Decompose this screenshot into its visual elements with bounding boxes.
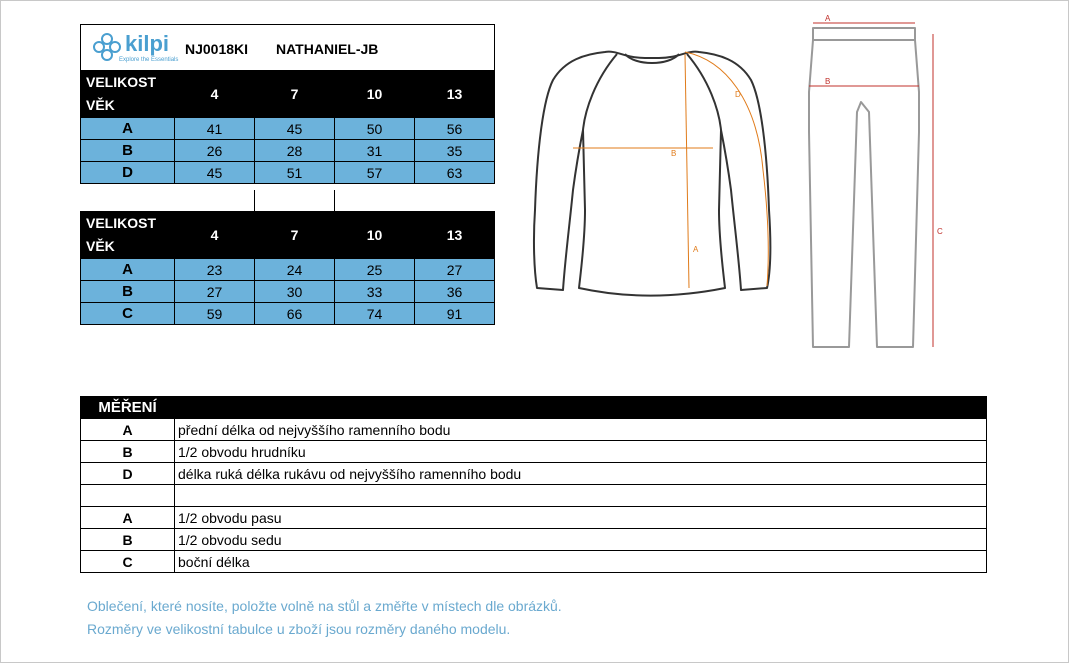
size-header-label: VELIKOST VĚK (81, 71, 175, 118)
table-row: C boční délka (81, 551, 987, 573)
product-header (80, 24, 495, 71)
table-row: B 1/2 obvodu sedu (81, 529, 987, 551)
size-header-row (81, 212, 495, 259)
shirt-diagram (525, 40, 785, 310)
size-header-label: VELIKOST VĚK (81, 212, 175, 259)
pants-diagram (795, 12, 955, 357)
shirt-label-a: A (693, 245, 699, 254)
table-row: B 26 28 31 35 (81, 140, 495, 162)
size-col: 4 (175, 71, 255, 118)
brand-name: kilpi (125, 31, 170, 56)
size-col: 4 (175, 212, 255, 259)
measurement-table (80, 396, 987, 573)
divider (254, 190, 255, 212)
size-col: 7 (255, 71, 335, 118)
table-row: A 1/2 obvodu pasu (81, 507, 987, 529)
measurement-header (81, 397, 987, 419)
table-row: D délka ruká délka rukávu od nejvyššího ramenního bodu (81, 463, 987, 485)
pants-label-b: B (825, 77, 831, 86)
pants-label-a: A (825, 14, 831, 23)
size-header-row (81, 71, 495, 118)
table-row (81, 485, 987, 507)
product-code: NJ0018KI (185, 41, 249, 57)
table-row: A přední délka od nejvyššího ramenního bodu (81, 419, 987, 441)
size-col: 10 (335, 212, 415, 259)
brand-tagline: Explore the Essentials (119, 57, 179, 63)
divider (334, 190, 335, 212)
table-row: A 41 45 50 56 (81, 118, 495, 140)
size-table-bottom (80, 211, 495, 325)
pants-label-c: C (937, 227, 943, 236)
note-line-2: Rozměry ve velikostní tabulce u zboží jsou rozměry daného modelu. (87, 621, 511, 637)
table-row: A 23 24 25 27 (81, 259, 495, 281)
size-col: 10 (335, 71, 415, 118)
table-row: C 59 66 74 91 (81, 303, 495, 325)
shirt-label-d: D (735, 90, 741, 99)
table-row: B 1/2 obvodu hrudníku (81, 441, 987, 463)
size-col: 13 (415, 212, 495, 259)
measurement-title: MĚŘENÍ (81, 397, 175, 419)
table-row: B 27 30 33 36 (81, 281, 495, 303)
shirt-label-b: B (671, 149, 677, 158)
note-line-1: Oblečení, které nosíte, položte volně na stůl a změřte v místech dle obrázků. (87, 598, 562, 614)
size-table-top (80, 70, 495, 184)
table-row: D 45 51 57 63 (81, 162, 495, 184)
size-col: 13 (415, 71, 495, 118)
size-col: 7 (255, 212, 335, 259)
product-name: NATHANIEL-JB (276, 41, 379, 57)
